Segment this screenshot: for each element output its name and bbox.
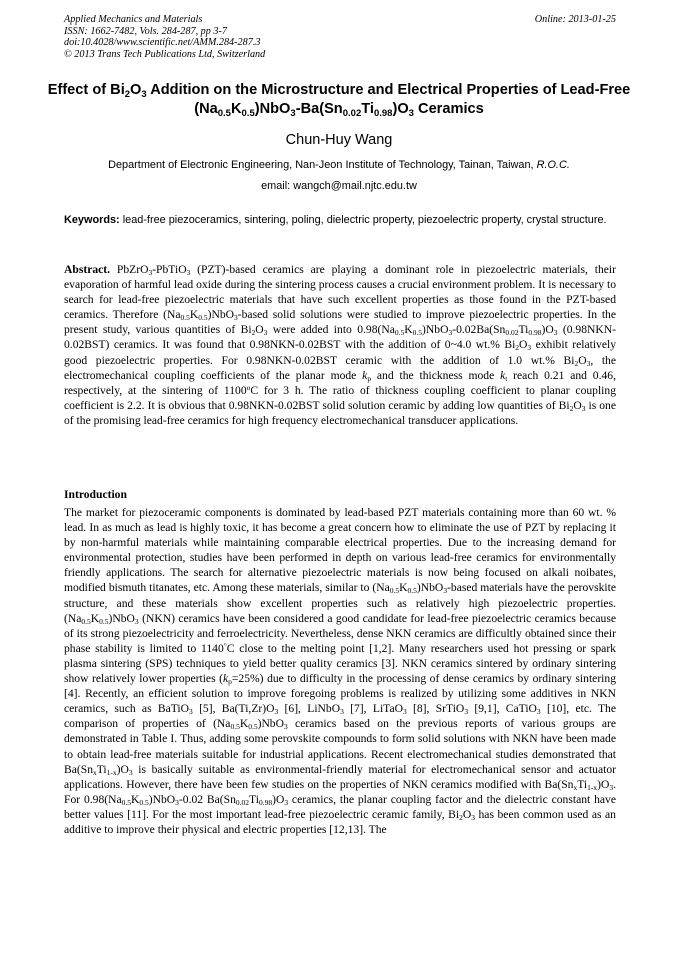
affiliation-country: R.O.C. <box>536 159 570 171</box>
online-date: Online: 2013-01-25 <box>534 14 616 25</box>
author-email: email: wangch@mail.njtc.edu.tw <box>261 180 417 192</box>
journal-name: Applied Mechanics and Materials <box>64 14 203 25</box>
journal-header <box>64 14 616 60</box>
introduction-paragraph: The market for piezoceramic components is dominated by lead-based PZT materials containing more than 60 wt. % lead. In as much as lead is highly toxic, it has become a great concern how to eliminate the use of PZT by replacing it by non-harmful materials while maintaining comparable electrical properties. Due to the increasing demand for environmental protection, studies have been performed in depth on various lead-free ceramics for environmentally friendly applications. The search for alternative piezoelectric materials is now being focused on alkali noibates, modified bismuth titanates, etc. Among these materials, similar to $(Na_{0.5}K_{0.5})NbO_3$-based materials have the perovskite structure, and these materials show excellent properties such as relatively high piezoelectric properties. $(Na_{0.5}K_{0.5})NbO_3$ (NKN) ceramics have been considered a good candidate for lead-free piezoelectric ceramics because of its strong piezoelectricity and ferroelectricity. Nevertheless, dense NKN ceramics are difficultly obtained since their phase stability is limited to 1140°C close to the melting point [1,2]. Many researchers used hot pressing or spark plasma sintering (SPS) techniques to yield better quality ceramics [3]. NKN ceramics sintered by ordinary sintering show relatively lower properties $(k_p=25\%)$ due to difficulty in the processing of dense ceramics by ordinary sintering [4]. Recently, an efficient solution to improve foregoing problems is realized by utilizing some additives in NKN ceramics, such as BaTiO$_3$ [5], $Ba(Ti,Zr)O_3$ [6], LiNbO$_3$ [7], LiTaO$_3$ [8], SrTiO$_3$ [9,1], CaTiO$_3$ [10], etc. The comparison of properties of $(Na_{0.5}K_{0.5})NbO_3$ ceramics based on the previous reports of various groups are demonstrated in Table I. Thus, adding some perovskite compounds to form solid solutions with NKN have been made to obtain lead-free materials suitable for industrial applications. Recent electromechanical studies demonstrated that $Ba(Sn_xTi_{1-x})O_3$ is basically suitable as environmental-friendly material for electromechanical sensor and actuator applications. However, there have been few studies on the properties of NKN ceramics modified with $Ba(Sn_xTi_{1-x})O_3$. For $0.98(Na_{0.5}K_{0.5})NbO_3-0.02$ $Ba(Sn_{0.02}Ti_{0.98})O_3$ ceramics, the planar coupling factor and the dielectric constant have better values [11]. For the most important lead-free piezoelectric ceramic family, $Bi_2O_3$ has been common used as an additive to improve their physical and electric properties [12,13]. The <box>64 506 617 836</box>
paper-title: Effect of $Bi_2O_3$ Addition on the Microstructure and Electrical Properties of Lead-Free $(Na_{0.5}K_{0.5})NbO_3-Ba(Sn_{0.02}Ti_{0.98})O_3$ Ceramics <box>47 82 631 119</box>
abstract-label: Abstract. <box>64 263 111 276</box>
keywords <box>64 213 616 228</box>
copyright: © 2013 Trans Tech Publications Ltd, Switzerland <box>64 48 266 60</box>
author-name: Chun-Huy Wang <box>285 132 393 148</box>
doi: doi:10.4028/www.scientific.net/AMM.284-287.3 <box>64 37 261 49</box>
affiliation: Department of Electronic Engineering, Nan-Jeon Institute of Technology, Tainan, Taiwan, R.O.C. <box>108 159 570 171</box>
keywords-label: Keywords: <box>64 214 120 226</box>
section-heading-introduction: Introduction <box>64 488 127 501</box>
keywords-list: lead-free piezoceramics, sintering, poling, dielectric property, piezoelectric property, crystal structure. <box>119 214 607 226</box>
abstract: Abstract. PbZrO$_3$-PbTiO$_3$ (PZT)-based ceramics are playing a dominant role in piezoelectric materials, their evaporation of harmful lead oxide during the sintering process causes a crucial environment problem. It is necessary to search for lead-free piezoelectric materials that have such excellent properties as those found in the PZT-based ceramics. Therefore $(Na_{0.5}K_{0.5})NbO_3$-based solid solutions were studied to improve piezoelectric properties. In the present study, various quantities of $Bi_2O_3$ were added into $0.98(Na_{0.5}K_{0.5})NbO_3-0.02Ba(Sn_{0.02}Ti_{0.98})O_3$ (0.98NKN-0.02BST) ceramics. It was found that 0.98NKN-0.02BST with the addition of 0~4.0 wt.% $Bi_2O_3$ exhibit relatively good piezoelectric properties. For 0.98NKN-0.02BST ceramic with the addition of 1.0 wt.% $Bi_2O_3$, the electromechanical coupling coefficients of the planar mode $k_p$ and the thickness mode $k_t$ reach 0.21 and 0.46, respectively, at the sintering of 1100$^o$C for 3 h. The ratio of thickness coupling coefficient to planar coupling coefficient is 2.2. It is obvious that 0.98NKN-0.02BST solid solution ceramic by adding low quantities of $Bi_2O_3$ is one of the promising lead-free ceramics for high frequency electromechanical transducer applications. <box>64 263 617 427</box>
issn: ISSN: 1662-7482, Vols. 284-287, pp 3-7 <box>64 25 227 37</box>
